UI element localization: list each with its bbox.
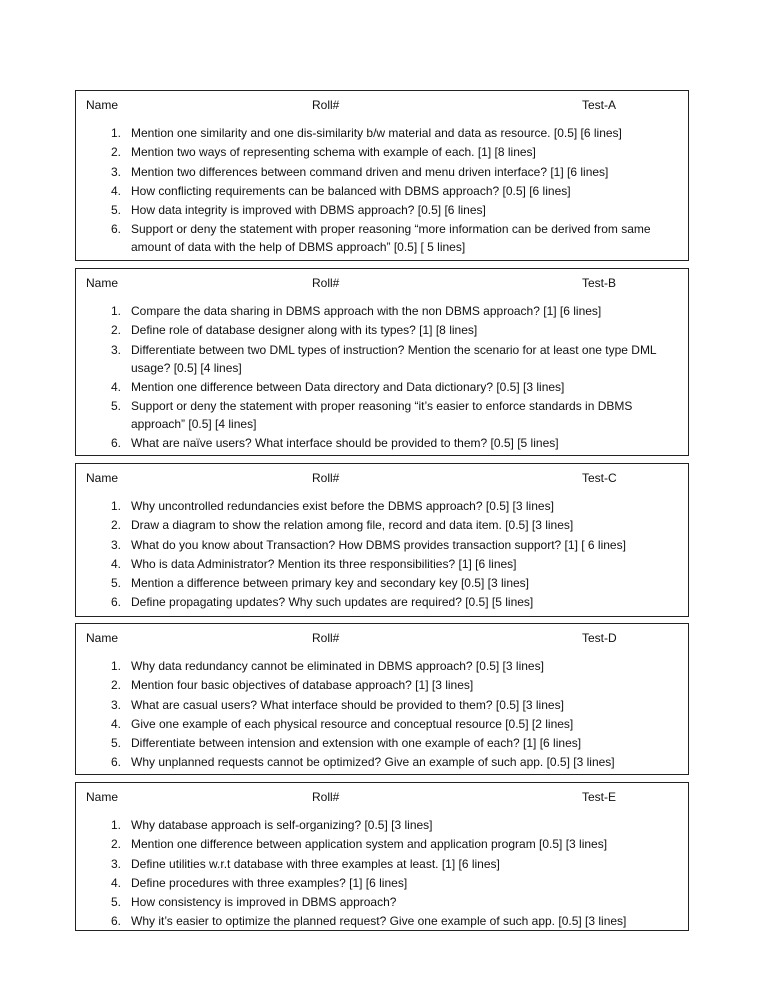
question-item — [76, 893, 688, 911]
question-text: Support or deny the statement with proper reasoning “more information can be derived from same amount of data with the help of DBMS approach” [0.5] [ 5 lines] — [131, 222, 651, 255]
roll-label: Roll# — [312, 631, 340, 645]
name-label: Name — [86, 471, 119, 485]
question-number: 1. — [110, 304, 121, 318]
question-number: 1. — [110, 499, 121, 513]
question-item — [76, 124, 688, 142]
question-item — [76, 855, 688, 873]
question-item — [76, 593, 688, 611]
question-text: Why database approach is self-organizing? [0.5] [3 lines] — [131, 818, 433, 832]
question-text: How consistency is improved in DBMS approach? — [131, 895, 397, 910]
question-number: 5. — [110, 895, 121, 910]
question-text: Mention one difference between Data directory and Data dictionary? [0.5] [3 lines] — [131, 379, 565, 394]
question-text: Why it’s easier to optimize the planned request? Give one example of such app. [0.5] [3 lines] — [131, 914, 627, 929]
question-item — [76, 874, 688, 892]
question-item — [76, 715, 688, 733]
question-text: What are naïve users? What interface should be provided to them? [0.5] [5 lines] — [131, 436, 559, 451]
question-text: Mention one difference between application system and application program [0.5] [3 lines] — [131, 837, 608, 852]
question-number: 1. — [110, 659, 121, 673]
question-item — [76, 302, 688, 320]
question-number: 5. — [110, 399, 121, 414]
test-header — [76, 789, 688, 805]
question-number: 5. — [110, 203, 121, 218]
question-text: Mention two differences between command driven and menu driven interface? [1] [6 lines] — [131, 164, 609, 179]
question-text: How conflicting requirements can be balanced with DBMS approach? [0.5] [6 lines] — [131, 183, 571, 198]
question-text: Mention two ways of representing schema with example of each. [1] [8 lines] — [131, 145, 536, 160]
question-number: 4. — [110, 556, 121, 571]
test-b-box — [75, 268, 689, 456]
question-text: Support or deny the statement with proper reasoning “it’s easier to enforce standards in DBMS approach” [0.5] [4 lines] — [131, 399, 633, 432]
test-header — [76, 470, 688, 486]
question-list — [76, 124, 688, 258]
question-item — [76, 163, 688, 181]
test-title: Test-E — [582, 790, 617, 804]
question-list — [76, 816, 688, 932]
question-item — [76, 574, 688, 592]
name-label: Name — [86, 276, 119, 290]
question-item — [76, 220, 688, 256]
question-text: Define role of database designer along with its types? [1] [8 lines] — [131, 323, 478, 338]
question-text: How data integrity is improved with DBMS approach? [0.5] [6 lines] — [131, 203, 486, 218]
question-text: Define propagating updates? Why such updates are required? [0.5] [5 lines] — [131, 595, 534, 610]
question-item — [76, 816, 688, 834]
question-item — [76, 536, 688, 554]
question-text: Mention four basic objectives of database approach? [1] [3 lines] — [131, 678, 474, 693]
question-number: 3. — [110, 856, 121, 871]
question-item — [76, 835, 688, 853]
question-item — [76, 201, 688, 219]
question-text: What do you know about Transaction? How DBMS provides transaction support? [1] [ 6 lines] — [131, 537, 626, 552]
question-item — [76, 143, 688, 161]
question-item — [76, 516, 688, 534]
question-number: 4. — [110, 875, 121, 890]
question-text: Who is data Administrator? Mention its three responsibilities? [1] [6 lines] — [131, 556, 517, 571]
question-text: Mention a difference between primary key and secondary key [0.5] [3 lines] — [131, 576, 529, 591]
question-item — [76, 341, 688, 377]
question-number: 6. — [110, 436, 121, 451]
test-header — [76, 97, 688, 113]
question-item — [76, 696, 688, 714]
question-text: Draw a diagram to show the relation among file, record and data item. [0.5] [3 lines] — [131, 518, 574, 533]
test-title: Test-D — [582, 631, 617, 645]
question-item — [76, 657, 688, 675]
question-number: 6. — [110, 755, 121, 770]
test-title: Test-B — [582, 276, 617, 290]
question-item — [76, 734, 688, 752]
question-item — [76, 182, 688, 200]
question-number: 3. — [110, 537, 121, 552]
question-text: Why data redundancy cannot be eliminated in DBMS approach? [0.5] [3 lines] — [131, 659, 544, 673]
roll-label: Roll# — [312, 98, 340, 112]
test-c-box — [75, 463, 689, 617]
question-text: What are casual users? What interface should be provided to them? [0.5] [3 lines] — [131, 697, 564, 712]
roll-label: Roll# — [312, 276, 340, 290]
question-text: Define utilities w.r.t database with three examples at least. [1] [6 lines] — [131, 856, 500, 871]
test-title: Test-C — [582, 471, 617, 485]
test-title: Test-A — [582, 98, 617, 112]
question-number: 6. — [110, 914, 121, 929]
question-text: Compare the data sharing in DBMS approach with the non DBMS approach? [1] [6 lines] — [131, 304, 602, 318]
question-number: 2. — [110, 145, 121, 160]
question-list — [76, 497, 688, 613]
question-text: Why uncontrolled redundancies exist before the DBMS approach? [0.5] [3 lines] — [131, 499, 554, 513]
question-item — [76, 321, 688, 339]
question-number: 4. — [110, 716, 121, 731]
name-label: Name — [86, 631, 119, 645]
question-number: 6. — [110, 222, 121, 237]
question-number: 5. — [110, 576, 121, 591]
question-list — [76, 302, 688, 454]
name-label: Name — [86, 790, 119, 804]
question-text: Differentiate between intension and extension with one example of each? [1] [6 lines] — [131, 736, 582, 751]
question-number: 6. — [110, 595, 121, 610]
question-item — [76, 378, 688, 396]
roll-label: Roll# — [312, 471, 340, 485]
question-number: 2. — [110, 518, 121, 533]
roll-label: Roll# — [312, 790, 340, 804]
question-number: 1. — [110, 126, 121, 140]
test-header — [76, 275, 688, 291]
question-number: 2. — [110, 323, 121, 338]
question-number: 3. — [110, 697, 121, 712]
question-number: 3. — [110, 164, 121, 179]
question-item — [76, 676, 688, 694]
question-text: Why unplanned requests cannot be optimized? Give an example of such app. [0.5] [3 lines] — [131, 755, 615, 770]
question-item — [76, 397, 688, 433]
question-item — [76, 555, 688, 573]
question-text: Give one example of each physical resource and conceptual resource [0.5] [2 lines] — [131, 716, 574, 731]
test-header — [76, 630, 688, 646]
question-text: Differentiate between two DML types of instruction? Mention the scenario for at least one type DML usage? [0.5] [4 lines] — [131, 342, 657, 375]
test-a-box — [75, 90, 689, 261]
question-item — [76, 753, 688, 771]
test-e-box — [75, 782, 689, 931]
question-list — [76, 657, 688, 773]
test-d-box — [75, 623, 689, 775]
question-number: 5. — [110, 736, 121, 751]
question-item — [76, 497, 688, 515]
name-label: Name — [86, 98, 119, 112]
question-number: 4. — [110, 183, 121, 198]
question-number: 4. — [110, 379, 121, 394]
question-item — [76, 912, 688, 930]
question-text: Define procedures with three examples? [1] [6 lines] — [131, 875, 408, 890]
question-number: 2. — [110, 837, 121, 852]
question-item — [76, 434, 688, 452]
question-number: 2. — [110, 678, 121, 693]
question-text: Mention one similarity and one dis-similarity b/w material and data as resource. [0.5] [6 lines] — [131, 126, 622, 140]
question-number: 1. — [110, 818, 121, 832]
question-number: 3. — [110, 342, 121, 357]
